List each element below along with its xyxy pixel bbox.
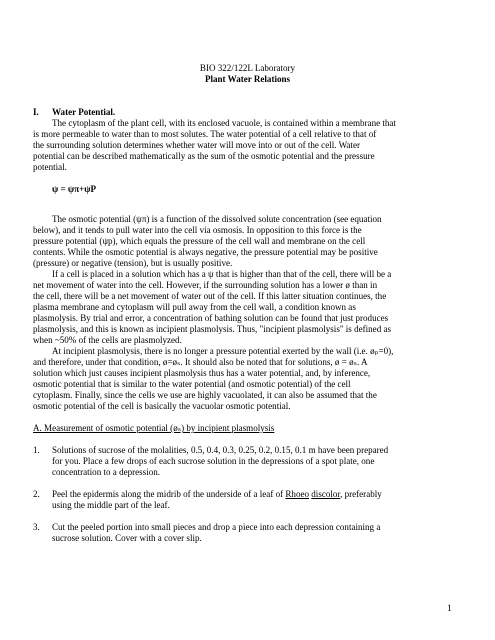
section-heading: Water Potential. [52, 107, 116, 117]
para2-line: pressure potential (ψp), which equals the pressure of the cell wall and membrane on the cell [33, 236, 366, 246]
para4-line: solution which just causes incipient plasmolysis thus has a water potential, and, by inference, [33, 368, 371, 378]
para3-line: the cell, there will be a net movement of water out of the cell. If this latter situation continues, the [33, 291, 387, 301]
para3-line: net movement of water into the cell. However, if the surrounding solution has a lower ø than in [33, 280, 378, 290]
step-line: sucrose solution. Cover with a cover slip. [52, 533, 202, 543]
section-number: I. [33, 107, 39, 117]
step-line [52, 489, 382, 500]
step-line: using the middle part of the leaf. [52, 500, 170, 510]
step-line: Solutions of sucrose of the molalities, 0.5, 0.4, 0.3, 0.25, 0.2, 0.15, 0.1 m have been prepared [52, 445, 389, 455]
water-potential-equation: ψ = ψπ+ψP [52, 184, 96, 194]
step-number: 2. [33, 489, 40, 499]
para1-line: potential can be described mathematically as the sum of the osmotic potential and the pressure [33, 151, 375, 161]
para3-line: plasmolysis, and this is known as incipient plasmolysis. Thus, "incipient plasmolysis" is defined as [33, 324, 392, 334]
step-text: Peel the epidermis along the midrib of the underside of a leaf of [52, 489, 286, 499]
page-number: 1 [447, 604, 452, 614]
course-title: BIO 322/122L Laboratory [199, 63, 296, 73]
para1-line: is more permeable to water than to most solutes. The water potential of a cell relative to that of [33, 129, 377, 139]
para2-line: contents. While the osmotic potential is always negative, the pressure potential may be positive [33, 247, 378, 257]
para4-line: and therefore, under that condition, ø=øₛ. It should also be noted that for solutions, ø = øₛ. A [33, 357, 368, 367]
species-genus: Rhoeo [285, 489, 310, 499]
para2-line: The osmotic potential (ψπ) is a function of the dissolved solute concentration (see equation [52, 214, 382, 224]
para3-line: when ~50% of the cells are plasmolyzed. [33, 335, 182, 345]
para4-line: cytoplasm. Finally, since the cells we use are highly vacuolated, it can also be assumed that the [33, 390, 377, 400]
document-title: Plant Water Relations [204, 74, 291, 84]
species-epithet: discolor [311, 489, 341, 499]
step-text: , preferably [340, 489, 382, 499]
step-line: Cut the peeled portion into small pieces and drop a piece into each depression containing a [52, 522, 381, 532]
para1-line: The cytoplasm of the plant cell, with its enclosed vacuole, is contained within a membrane that [52, 118, 396, 128]
para2-line: (pressure) or negative (tension), but is usually positive. [33, 258, 233, 268]
step-number: 3. [33, 522, 40, 532]
para1-line: potential. [33, 162, 67, 172]
para2-line: below), and it tends to pull water into the cell via osmosis. In opposition to this force is the [33, 225, 362, 235]
subsection-a-heading: A. Measurement of osmotic potential (øₛ) by incipient plasmolysis [33, 423, 275, 433]
step-line: for you. Place a few drops of each sucrose solution in the depressions of a spot plate, one [52, 456, 375, 466]
para3-line: plasma membrane and cytoplasm will pull away from the cell wall, a condition known as [33, 302, 356, 312]
para4-line: osmotic potential that is similar to the water potential (and osmotic potential) of the cell [33, 379, 351, 389]
para4-line: osmotic potential of the cell is basically the vacuolar osmotic potential. [33, 401, 291, 411]
para1-line: the surrounding solution determines whether water will move into or out of the cell. Water [33, 140, 360, 150]
step-number: 1. [33, 445, 40, 455]
para3-line: If a cell is placed in a solution which has a ψ that is higher than that of the cell, there will be a [52, 269, 392, 279]
para3-line: plasmolysis. By trial and error, a concentration of bathing solution can be found that just produces [33, 313, 389, 323]
para4-line: At incipient plasmolysis, there is no longer a pressure potential exerted by the wall (i.e. øₚ=0), [52, 346, 394, 356]
step-line: concentration to a depression. [52, 467, 161, 477]
